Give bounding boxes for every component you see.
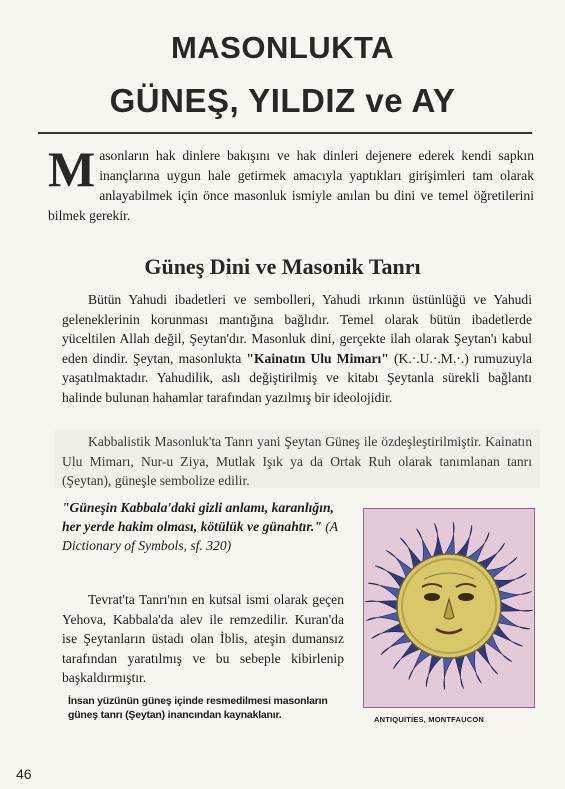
p1-bold-term: "Kainatın Ulu Mimarı" [246,350,389,366]
intro-text: asonların hak dinlere bakışını ve hak dinleri dejenere ederek kendi sapkın inançlarına uygun hale getirmek amacıyla yaptıkları girişimleri tam olarak anlayabilmek için önce masonluk ismiyle anılan bu dini ve temel öğretilerini bilmek gerekir. [48,148,534,223]
quote-text: "Güneşin Kabbala'daki gizli anlamı, karanlığın, her yerde hakim olması, kötülük ve günahtır." [62,500,334,534]
sun-face-icon [364,509,534,707]
intro-paragraph [48,141,534,226]
p1-text-b: (K.·.U.·.M.·.) rumuzuyla yaşatılmaktadır. Yahudilik, aslı değiştirilmiş ve kitabı Şeytanla sürekli bağlantı halinde bulunan hahamlar tarafından yazılmış bir ideolojidir. [62,350,532,405]
body-paragraph-3: Tevrat'ta Tanrı'nın en kutsal ismi olarak geçen Yehova, Kabbala'da alev ile remzedilir. Kuran'da ise Şeytanların üstadı olan İblis, ateşin dumansız tarafından yaratılmış ve bu sebeple kibirlenip başkaldırmıştır. [62,592,344,685]
page-title-line1: MASONLUKTA [170,30,395,65]
p1-text-a: Bütün Yahudi ibadetleri ve sembolleri, Yahudi ırkının üstünlüğü ve Yahudi geleneklerinin korunması mantığına bağlıdır. Temel olarak bütün ibadetlerde yüceltilen Allah değil, Şeytan'dır. Masonluk dini, gerçekte ilah olarak Şeytan'ı kabul eden dindir. Şeytan, masonlukta [62,292,532,366]
block-quote [62,498,342,555]
sun-face-illustration [363,508,535,708]
image-caption-left: İnsan yüzünün güneş içinde resmedilmesi masonların güneş tanrı (Şeytan) inancından kaynaklanır. [68,695,328,721]
page-number: 46 [16,766,32,782]
title-divider [38,132,532,134]
body-paragraph-2: Kabbalistik Masonluk'ta Tanrı yani Şeytan Güneş ile özdeşleştirilmiştir. Kainatın Ulu Mimarı, Nur-u Ziya, Mutlak Işık ya da Ortak Ruh olarak tanımlanan tanrı (Şeytan), güneşle sembolize edilir. [62,434,532,488]
drop-cap: M [48,141,96,197]
image-credit: ANTIQUITIES, MONTFAUCON [374,715,485,724]
body-paragraph-1 [62,290,532,407]
quote-source: (A Dictionary of Symbols, sf. 320) [62,519,338,553]
section-heading: Güneş Dini ve Masonik Tanrı [144,254,421,279]
page-title-line2: GÜNEŞ, YILDIZ ve AY [109,82,456,119]
